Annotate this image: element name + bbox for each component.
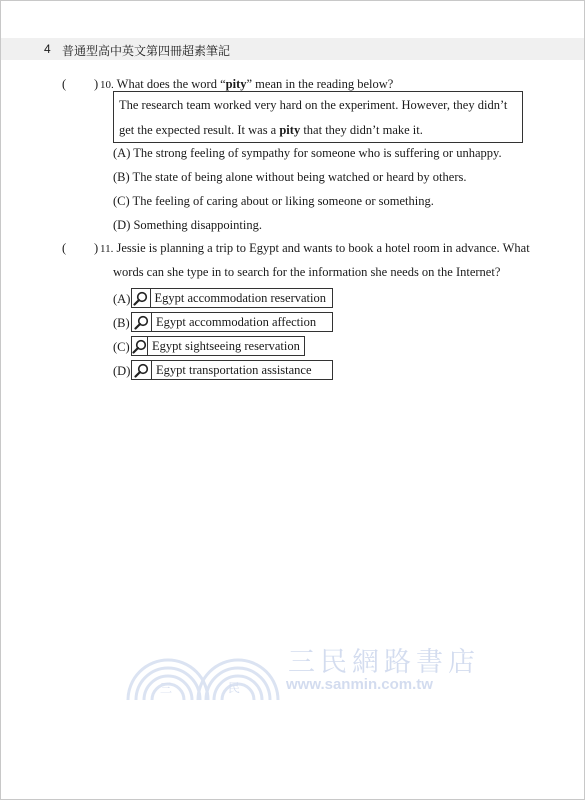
stem-keyword: pity — [225, 77, 247, 91]
watermark-url: www.sanmin.com.tw — [286, 676, 433, 693]
reading-text: that they didn’t make it. — [300, 123, 423, 137]
search-query: Egypt sightseeing reservation — [152, 338, 300, 353]
choice-label-b: (B) — [113, 316, 130, 330]
choice-label-a: (A) — [113, 292, 131, 306]
option-d: (D) Something disappointing. — [113, 218, 262, 232]
answer-blank-close: ) — [94, 241, 99, 255]
stem-text: What does the word “ — [116, 77, 226, 91]
search-query: Egypt accommodation affection — [156, 314, 317, 329]
search-icon — [132, 361, 152, 379]
search-box-b — [131, 312, 333, 332]
question-number: 10. — [100, 79, 114, 91]
watermark-char-san: 三 — [160, 681, 173, 695]
reading-line-2 — [119, 123, 423, 138]
question-11-stem-line-2: words can she type in to search for the information she needs on the Internet? — [113, 265, 501, 279]
reading-line-1: The research team worked very hard on the experiment. However, they didn’t — [119, 98, 508, 112]
search-box-c — [131, 336, 305, 356]
search-query: Egypt transportation assistance — [156, 362, 312, 377]
option-a: (A) The strong feeling of sympathy for someone who is suffering or unhappy. — [113, 146, 502, 160]
answer-blank-open: ( — [62, 241, 67, 255]
option-c: (C) The feeling of caring about or liking someone or something. — [113, 194, 434, 208]
watermark-name: 三民網路書店 — [288, 647, 480, 678]
reading-text: get the expected result. It was a — [119, 123, 280, 137]
reading-keyword: pity — [279, 123, 301, 137]
search-icon — [132, 289, 151, 307]
page-number: 4 — [44, 42, 51, 56]
search-icon — [132, 337, 148, 355]
answer-blank-close: ) — [94, 77, 99, 91]
search-icon — [132, 313, 152, 331]
choice-label-c: (C) — [113, 340, 130, 354]
search-box-a — [131, 288, 333, 308]
answer-blank-open: ( — [62, 77, 67, 91]
search-box-d — [131, 360, 333, 380]
watermark-char-min: 民 — [228, 681, 241, 695]
choice-label-d: (D) — [113, 364, 131, 378]
stem-text: Jessie is planning a trip to Egypt and wants to book a hotel room in advance. What — [116, 241, 530, 255]
question-11-stem — [100, 241, 530, 256]
book-title: 普通型高中英文第四冊超素筆記 — [62, 44, 231, 58]
stem-text: ” mean in the reading below? — [246, 77, 394, 91]
question-number: 11. — [100, 243, 114, 255]
option-b: (B) The state of being alone without being watched or heard by others. — [113, 170, 467, 184]
question-10-stem — [100, 77, 393, 92]
search-query: Egypt accommodation reservation — [154, 290, 326, 305]
